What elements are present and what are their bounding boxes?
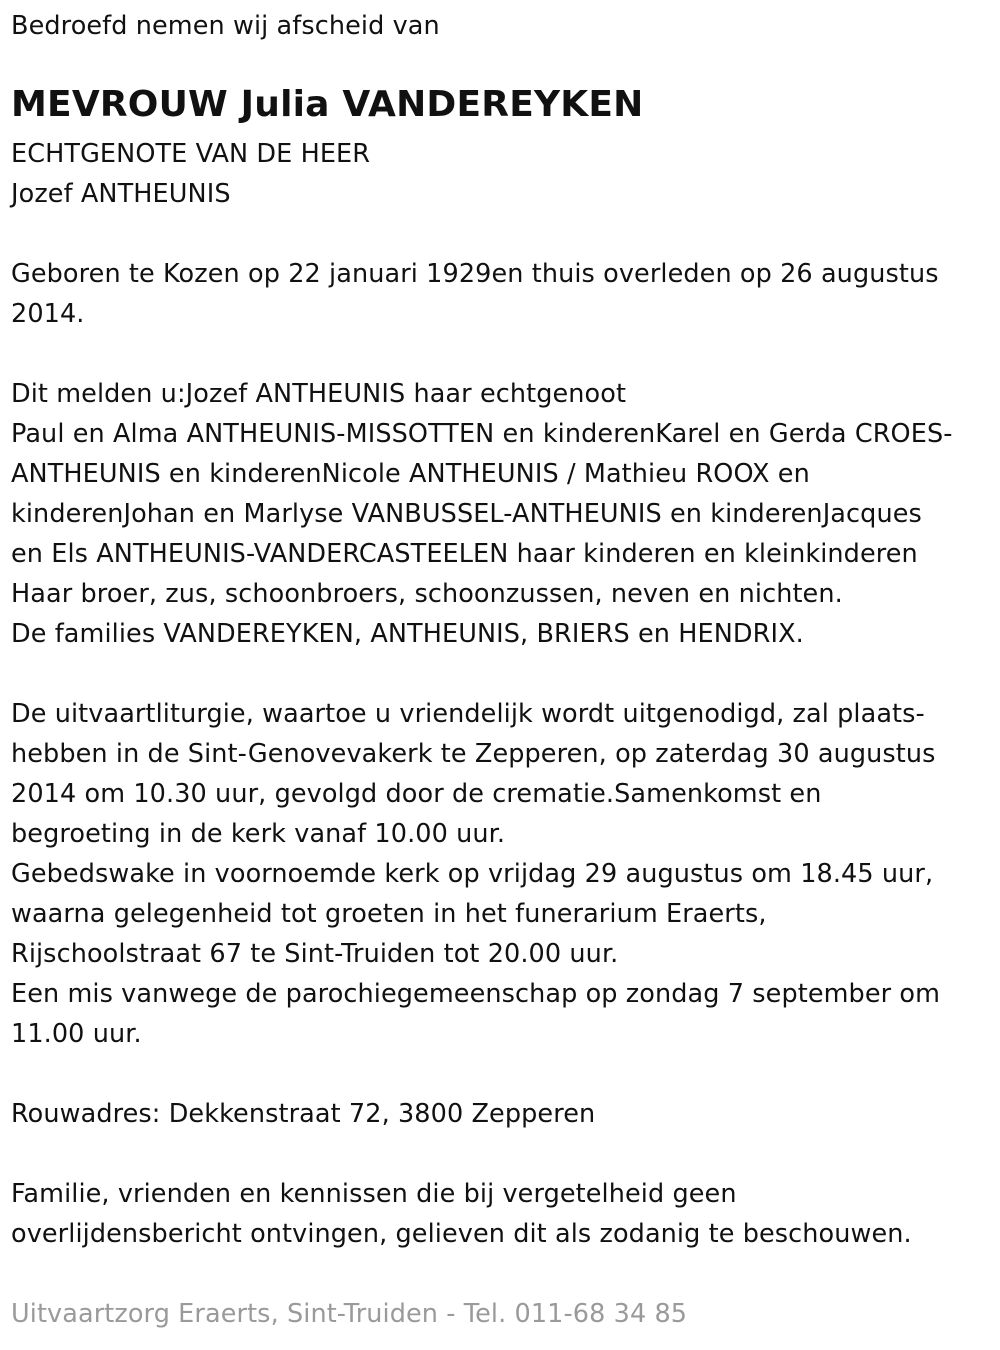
paragraph-line: Familie, vrienden en kennissen die bij vergetelheid geen: [11, 1179, 737, 1209]
paragraph-line: 2014.: [11, 299, 85, 329]
closing-paragraph: [11, 1174, 912, 1254]
paragraph-line: Rijschoolstraat 67 te Sint-Truiden tot 20.00 uur.: [11, 939, 619, 969]
paragraph-line: begroeting in de kerk vanaf 10.00 uur.: [11, 819, 506, 849]
paragraph-line: kinderenJohan en Marlyse VANBUSSEL-ANTHEUNIS en kinderenJacques: [11, 499, 922, 529]
paragraph-line: De families VANDEREYKEN, ANTHEUNIS, BRIERS en HENDRIX.: [11, 619, 804, 649]
paragraph-line: ANTHEUNIS en kinderenNicole ANTHEUNIS / Mathieu ROOX en: [11, 459, 810, 489]
paragraph-line: en Els ANTHEUNIS-VANDERCASTEELEN haar kinderen en kleinkinderen: [11, 539, 918, 569]
funeral-home-footer: [11, 1294, 687, 1334]
paragraph-line: Gebedswake in voornoemde kerk op vrijdag 29 augustus om 18.45 uur,: [11, 859, 934, 889]
intro-text: Bedroefd nemen wij afscheid van: [11, 11, 440, 41]
paragraph-line: overlijdensbericht ontvingen, gelieven dit als zodanig te beschouwen.: [11, 1219, 912, 1249]
relation-text: ECHTGENOTE VAN DE HEER: [11, 139, 371, 169]
paragraph-line: 2014 om 10.30 uur, gevolgd door de crematie.Samenkomst en: [11, 779, 822, 809]
paragraph-line: Dit melden u:Jozef ANTHEUNIS haar echtgenoot: [11, 379, 627, 409]
mourning-address: Rouwadres: Dekkenstraat 72, 3800 Zepperen: [11, 1099, 596, 1129]
deceased-name: MEVROUW Julia VANDEREYKEN: [11, 84, 644, 125]
relation-block: [11, 134, 370, 214]
paragraph-line: waarna gelegenheid tot groeten in het funerarium Eraerts,: [11, 899, 767, 929]
paragraph-line: 11.00 uur.: [11, 1019, 142, 1049]
spouse-name: Jozef ANTHEUNIS: [11, 179, 231, 209]
paragraph-line: hebben in de Sint-Genovevakerk te Zepperen, op zaterdag 30 augustus: [11, 739, 936, 769]
paragraph-line: De uitvaartliturgie, waartoe u vriendelijk wordt uitgenodigd, zal plaats-: [11, 699, 925, 729]
funeral-paragraph: [11, 694, 940, 1054]
paragraph-line: Paul en Alma ANTHEUNIS-MISSOTTEN en kinderenKarel en Gerda CROES-: [11, 419, 953, 449]
paragraph-line: Haar broer, zus, schoonbroers, schoonzussen, neven en nichten.: [11, 579, 843, 609]
paragraph-line: Een mis vanwege de parochiegemeenschap op zondag 7 september om: [11, 979, 941, 1009]
birth-death-paragraph: [11, 254, 939, 334]
footer-text: Uitvaartzorg Eraerts, Sint-Truiden - Tel. 011-68 34 85: [11, 1299, 688, 1329]
paragraph-line: Geboren te Kozen op 22 januari 1929en thuis overleden op 26 augustus: [11, 259, 939, 289]
address-paragraph: [11, 1094, 595, 1134]
announcement-paragraph: [11, 374, 953, 654]
